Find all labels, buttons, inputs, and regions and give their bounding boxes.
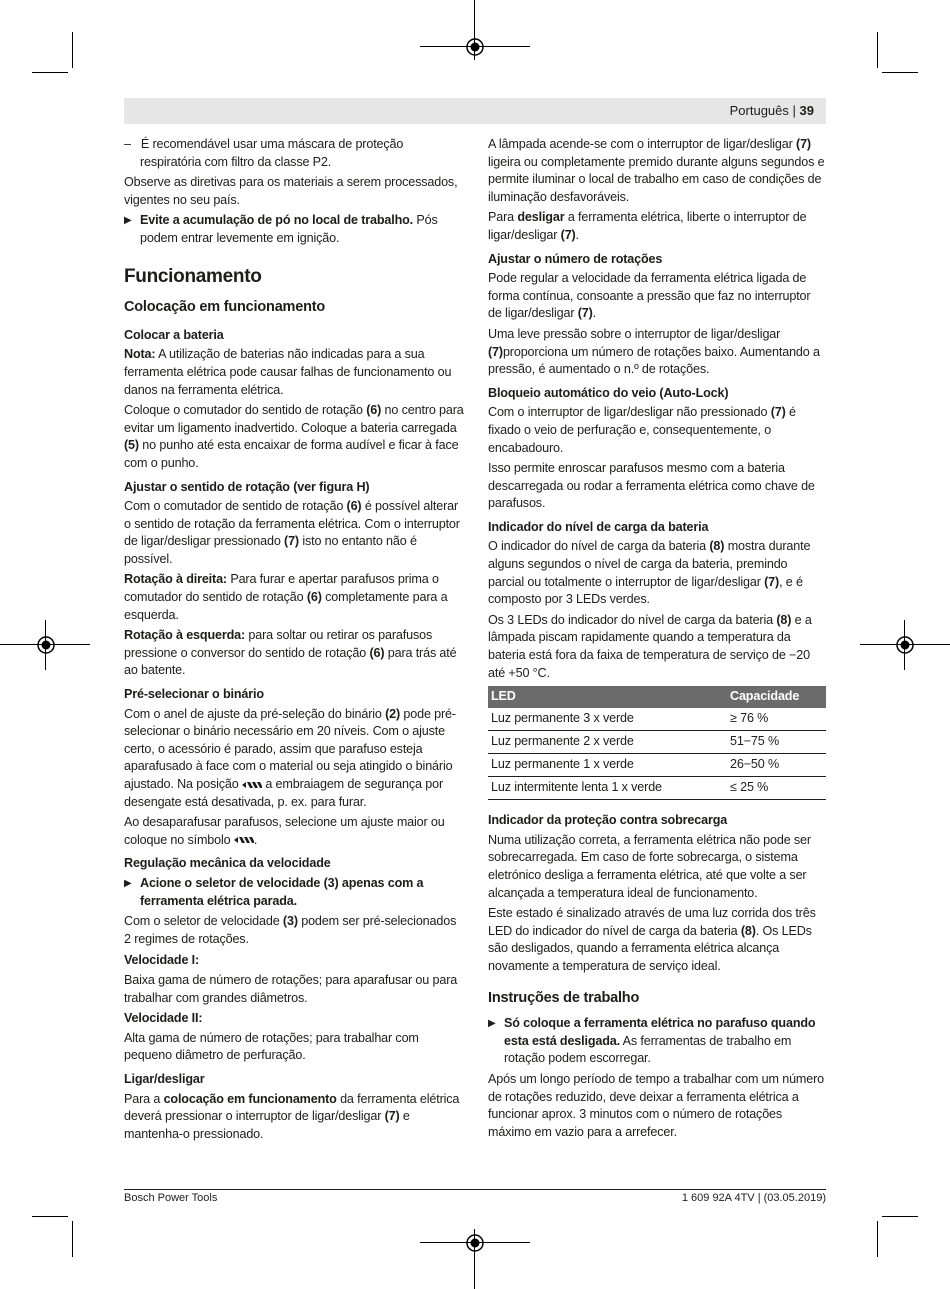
- observe-text: Observe as diretivas para os materiais a serem processados, vigentes no seu país.: [124, 175, 458, 207]
- text: para soltar ou retirar os parafusos pressione o conversor do sentido de rotação: [124, 628, 433, 660]
- enroscar-paragraph: Isso permite enroscar parafusos mesmo com a bateria descarregada ou rodar a ferramenta elétrica como chave de parafusos.: [488, 461, 815, 511]
- heading-protecao: Indicador da proteção contra sobrecarga: [488, 813, 728, 828]
- heading-sentido: Ajustar o sentido de rotação (ver figura H): [124, 479, 370, 494]
- text: .: [592, 306, 597, 321]
- ref: (6): [366, 403, 382, 418]
- nota-paragraph: [124, 346, 464, 399]
- table-row: [488, 754, 826, 777]
- text: .: [253, 832, 258, 847]
- right-column: [488, 136, 826, 1144]
- drill-mode-icon: [234, 836, 254, 844]
- triangle-bullet-icon: ▶: [488, 1018, 496, 1030]
- footer-left: Bosch Power Tools: [124, 1192, 218, 1204]
- ref: (7): [560, 227, 576, 242]
- text: é possível alterar o sentido de rotação da ferramenta elétrica. Com o interruptor de ligar/desligar pressionado: [124, 499, 460, 549]
- text: Com o anel de ajuste da pré-seleção do binário: [124, 706, 386, 721]
- crop-mark: [32, 72, 68, 73]
- ref: (8): [740, 923, 756, 938]
- crop-mark: [32, 1216, 68, 1217]
- lampada-paragraph: [488, 136, 826, 206]
- table-row: [488, 777, 826, 800]
- text: para trás até ao batente.: [124, 645, 457, 678]
- table-cell: 26−50 %: [727, 754, 826, 777]
- desligar-paragraph: [488, 209, 826, 244]
- ref: (8): [709, 539, 725, 554]
- ref: (7): [577, 306, 593, 321]
- ref: (2): [385, 706, 401, 721]
- table-header: Capacidade: [727, 686, 826, 708]
- crop-mark: [877, 32, 878, 68]
- left-column: [124, 136, 464, 1146]
- table-row: [488, 731, 826, 754]
- text: ligeira ou completamente premido durante alguns segundos e permite iluminar o local de trabalho em caso de condições de iluminação desfavoráveis.: [488, 154, 825, 204]
- estado-paragraph: [488, 905, 826, 975]
- text: Para a: [124, 1091, 164, 1106]
- pressao-paragraph: [488, 326, 826, 379]
- nota-bold: Nota:: [124, 347, 156, 362]
- text: podem ser pré-selecionados 2 regimes de rotações.: [124, 914, 457, 946]
- warning-bold: Acione o seletor de velocidade (3) apenas com a ferramenta elétrica parada.: [140, 875, 424, 908]
- text: a embraiagem de segurança por desengate está desativada, p. ex. para furar.: [124, 777, 443, 809]
- warning-bold: Só coloque a ferramenta elétrica no parafuso quando esta está desligada.: [504, 1016, 816, 1048]
- led-table: [488, 686, 826, 800]
- coloque-paragraph: [124, 402, 464, 472]
- text-bold: colocação em funcionamento: [163, 1091, 337, 1106]
- table-cell: ≤ 25 %: [727, 777, 826, 800]
- heading-vel-i: Velocidade I:: [124, 953, 200, 968]
- header-text: [730, 103, 814, 118]
- label-bold: Rotação à direita:: [124, 572, 227, 587]
- text: Com o seletor de velocidade: [124, 914, 283, 929]
- vel-i-text: Baixa gama de número de rotações; para aparafusar ou para trabalhar com grandes diâmetros.: [124, 972, 458, 1005]
- text: Para furar e apertar parafusos prima o comutador do sentido de rotação: [124, 572, 439, 605]
- leds-paragraph: [488, 612, 826, 682]
- ref: (7): [796, 137, 811, 151]
- text: Com o comutador de sentido de rotação: [124, 499, 347, 514]
- triangle-bullet-icon: ▶: [124, 215, 132, 227]
- nota-rest: A utilização de baterias não indicadas para a sua ferramenta elétrica pode causar falhas de funcionamento ou danos na ferramenta elétrica.: [124, 347, 452, 397]
- heading-vel-ii: Velocidade II:: [124, 1011, 203, 1026]
- header-separator: |: [792, 103, 796, 118]
- heading-autolock: Bloqueio automático do veio (Auto-Lock): [488, 385, 729, 400]
- text: da ferramenta elétrica deverá pressionar o interruptor de ligar/desligar: [124, 1091, 460, 1124]
- velocidade-paragraph: [124, 913, 464, 948]
- label-bold: Rotação à esquerda:: [124, 628, 246, 643]
- vel-ii-text: Alta gama de número de rotações; para trabalhar com pequeno diâmetro de perfuração.: [124, 1030, 419, 1063]
- binario-paragraph: [124, 706, 464, 812]
- crop-mark: [877, 1221, 878, 1257]
- table-header: LED: [488, 686, 727, 708]
- warning-rest: Pós podem entrar levemente em ignição.: [140, 213, 438, 245]
- crop-mark: [882, 1216, 918, 1217]
- dash-item-text: É recomendável usar uma máscara de proteção respiratória com filtro da classe P2.: [140, 137, 404, 169]
- page-header: [124, 98, 826, 124]
- table-cell: Luz intermitente lenta 1 x verde: [488, 777, 727, 800]
- text: A lâmpada acende-se com o interruptor de ligar/desligar: [488, 137, 797, 151]
- text: Uma leve pressão sobre o interruptor de ligar/desligar: [488, 326, 781, 341]
- subsection-title: Instruções de trabalho: [488, 989, 640, 1006]
- text: Para: [488, 210, 518, 225]
- table-cell: 51−75 %: [727, 731, 826, 754]
- heading-ligar: Ligar/desligar: [124, 1071, 205, 1086]
- instr-warning: [488, 1015, 826, 1068]
- text: isto no entanto não é possível.: [124, 534, 417, 566]
- ref: (8): [776, 612, 792, 627]
- heading-indicador: Indicador do nível de carga da bateria: [488, 519, 709, 534]
- ref: (7): [384, 1109, 400, 1124]
- table-cell: Luz permanente 1 x verde: [488, 754, 727, 777]
- ref: (7): [764, 574, 780, 589]
- text: , e é composto por 3 LEDs verdes.: [488, 574, 803, 607]
- crop-mark: [72, 32, 73, 68]
- ref: (3): [282, 914, 298, 929]
- crop-mark: [72, 1221, 73, 1257]
- text: Este estado é sinalizado através de uma luz corrida dos três LED do indicador do nível de carga da bateria: [488, 906, 816, 938]
- ref: (7): [284, 534, 299, 549]
- direita-paragraph: [124, 571, 464, 624]
- sentido-paragraph: [124, 498, 464, 568]
- header-language: Português: [729, 103, 789, 118]
- text: O indicador do nível de carga da bateria: [488, 539, 710, 554]
- table-cell: Luz permanente 3 x verde: [488, 708, 727, 731]
- text: Ao desaparafusar parafusos, selecione um ajuste maior ou coloque no símbolo: [124, 815, 445, 847]
- page-number: 39: [799, 103, 814, 118]
- footer-right: 1 609 92A 4TV | (03.05.2019): [681, 1192, 826, 1204]
- ligar-paragraph: [124, 1091, 464, 1144]
- heading-bateria: Colocar a bateria: [124, 327, 224, 342]
- apos-paragraph: Após um longo período de tempo a trabalhar com um número de rotações reduzido, deve deixar a ferramenta elétrica a funcionar aprox. 3 minutos com o número de rotações máximo em vazio para a arrefecer.: [488, 1071, 825, 1139]
- protecao-paragraph: Numa utilização correta, a ferramenta elétrica não pode ser sobrecarregada. Em caso de forte sobrecarga, o sistema eletrónico desliga a ferramenta elétrica, até que volte a ser alcançada a temperatura ideal de funcionamento.: [488, 832, 811, 900]
- heading-rotacoes: Ajustar o número de rotações: [488, 251, 663, 266]
- ref: (7): [770, 405, 786, 420]
- velocidade-warning: [124, 875, 464, 910]
- text: Os 3 LEDs do indicador do nível de carga da bateria: [488, 612, 777, 627]
- ref: (6): [369, 645, 385, 660]
- dash-item: – É recomendável usar uma máscara de proteção respiratória com filtro da classe P2.: [124, 137, 404, 169]
- table-header-row: [488, 686, 826, 708]
- desaparafusar-paragraph: [124, 814, 464, 849]
- ref: (5): [124, 438, 139, 453]
- esquerda-paragraph: [124, 627, 464, 680]
- text-bold: desligar: [517, 210, 565, 225]
- subsection-title: Colocação em funcionamento: [124, 299, 326, 316]
- text: e a lâmpada piscam rapidamente quando a temperatura da bateria está fora da faixa de temperatura de serviço de −20 até +50 °C.: [488, 612, 812, 680]
- rotacoes-paragraph: [488, 270, 826, 323]
- section-title: Funcionamento: [124, 265, 262, 287]
- registration-mark-icon: [893, 633, 917, 657]
- text: proporciona um número de rotações baixo. Aumentando a pressão, é aumentado o n.º de rotações.: [488, 344, 820, 377]
- text: mostra durante alguns segundos o nível de carga da bateria, premindo parcial ou totalmente o interruptor de ligar/desligar: [488, 539, 811, 589]
- registration-mark-icon: [34, 633, 58, 657]
- ref: (6): [346, 499, 362, 514]
- footer-divider: [124, 1189, 826, 1190]
- text: no punho até esta encaixar de forma audível e ficar à face com o punho.: [124, 438, 459, 470]
- ref: (6): [306, 590, 322, 605]
- text: Pode regular a velocidade da ferramenta elétrica ligada de forma contínua, consoante a pressão que faz no interruptor de ligar/desligar: [488, 271, 811, 321]
- text: a ferramenta elétrica, liberte o interruptor de ligar/desligar: [488, 210, 807, 242]
- crop-mark: [882, 72, 918, 73]
- text: e mantenha-o pressionado.: [124, 1109, 410, 1141]
- text: é fixado o veio de perfuração e, consequentemente, o encabadouro.: [488, 405, 796, 455]
- triangle-bullet-icon: ▶: [124, 877, 132, 889]
- text: completamente para a esquerda.: [124, 590, 448, 622]
- warning-item: [124, 212, 464, 247]
- registration-mark-icon: [463, 1231, 487, 1255]
- text: Com o interruptor de ligar/desligar não pressionado: [488, 405, 771, 420]
- table-cell: Luz permanente 2 x verde: [488, 731, 727, 754]
- text: no centro para evitar um ligamento inadvertido. Coloque a bateria carregada: [124, 403, 464, 435]
- warning-rest: As ferramentas de trabalho em rotação podem escorregar.: [504, 1033, 792, 1066]
- text: . Os LEDs são desligados, quando a ferramenta elétrica alcança novamente a temperatura de serviço ideal.: [488, 923, 812, 973]
- heading-velocidade: Regulação mecânica da velocidade: [124, 856, 331, 871]
- heading-binario: Pré-selecionar o binário: [124, 687, 264, 702]
- registration-mark-icon: [463, 35, 487, 59]
- table-cell: ≥ 76 %: [727, 708, 826, 731]
- text: .: [575, 227, 579, 242]
- table-row: [488, 708, 826, 731]
- text: pode pré-selecionar o binário necessário em 20 níveis. Com o ajuste certo, o acessório é parado, assim que parafuso esteja aparafusado à face com o material ou seja atingido o binário ajustado. Na posição: [124, 706, 456, 791]
- warning-bold: Evite a acumulação de pó no local de trabalho.: [140, 213, 414, 228]
- ref: (7): [488, 344, 503, 359]
- autolock-paragraph: [488, 404, 826, 457]
- text: Coloque o comutador do sentido de rotação: [124, 403, 367, 418]
- drill-mode-icon: [242, 781, 262, 789]
- indicador-paragraph: [488, 538, 826, 608]
